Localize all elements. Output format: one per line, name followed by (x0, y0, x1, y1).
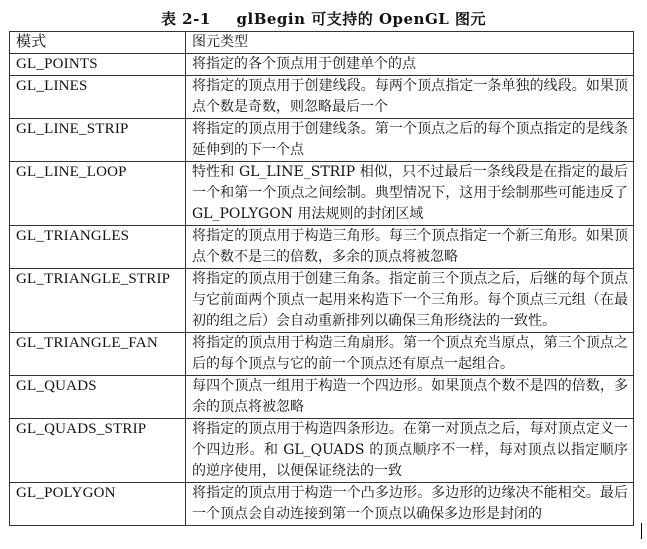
mode-cell: GL_TRIANGLES (10, 226, 186, 269)
table-row (10, 54, 634, 76)
mode-cell: GL_QUADS_STRIP (10, 419, 186, 483)
text-cursor (641, 523, 642, 539)
mode-cell: GL_QUADS (10, 376, 186, 419)
table-caption (0, 8, 647, 29)
mode-cell: GL_TRIANGLE_FAN (10, 333, 186, 376)
desc-cell: 特性和 GL_LINE_STRIP 相似，只不过最后一条线段是在指定的最后一个和第一个顶点之间绘制。典型情况下，这用于绘制那些可能违反了 GL_POLYGON 用法规则的封闭区域 (186, 162, 634, 226)
desc-cell: 将指定的顶点用于创建线段。每两个顶点指定一条单独的线段。如果顶点个数是奇数，则忽略最后一个 (186, 76, 634, 119)
desc-cell: 将指定的顶点用于构造四条形边。在第一对顶点之后，每对顶点定义一个四边形。和 GL_QUADS 的顶点顺序不一样，每对顶点以指定顺序的逆序使用，以便保证绕法的一致 (186, 419, 634, 483)
desc-cell: 将指定的顶点用于构造一个凸多边形。多边形的边缘决不能相交。最后一个顶点会自动连接到第一个顶点以确保多边形是封闭的 (186, 483, 634, 526)
table-row (10, 483, 634, 526)
desc-cell: 将指定的顶点用于构造三角形。每三个顶点指定一个新三角形。如果顶点个数不是三的倍数，多余的顶点将被忽略 (186, 226, 634, 269)
table-row (10, 419, 634, 483)
table-row (10, 76, 634, 119)
desc-cell: 将指定的顶点用于创建三角条。指定前三个顶点之后，后继的每个顶点与它前面两个顶点一起用来构造下一个三角形。每个顶点三元组（在最初的组之后）会自动重新排列以确保三角形绕法的一致性。 (186, 269, 634, 333)
table-row (10, 269, 634, 333)
header-mode: 模式 (10, 32, 186, 54)
table-row (10, 226, 634, 269)
mode-cell: GL_POLYGON (10, 483, 186, 526)
table-row (10, 333, 634, 376)
desc-cell: 将指定的各个顶点用于创建单个的点 (186, 54, 634, 76)
header-type: 图元类型 (186, 32, 634, 54)
desc-cell: 每四个顶点一组用于构造一个四边形。如果顶点个数不是四的倍数，多余的顶点将被忽略 (186, 376, 634, 419)
mode-cell: GL_TRIANGLE_STRIP (10, 269, 186, 333)
mode-cell: GL_LINE_STRIP (10, 119, 186, 162)
table-title: glBegin 可支持的 OpenGL 图元 (236, 10, 487, 28)
table-row (10, 162, 634, 226)
table-row (10, 119, 634, 162)
desc-cell: 将指定的顶点用于创建线条。第一个顶点之后的每个顶点指定的是线条延伸到的下一个点 (186, 119, 634, 162)
desc-cell: 将指定的顶点用于构造三角扇形。第一个顶点充当原点，第三个顶点之后的每个顶点与它的前一个顶点还有原点一起组合。 (186, 333, 634, 376)
mode-cell: GL_POINTS (10, 54, 186, 76)
header-row (10, 32, 634, 54)
table-number: 表 2-1 (160, 10, 211, 28)
table-row (10, 376, 634, 419)
primitive-table (9, 31, 634, 526)
mode-cell: GL_LINE_LOOP (10, 162, 186, 226)
mode-cell: GL_LINES (10, 76, 186, 119)
